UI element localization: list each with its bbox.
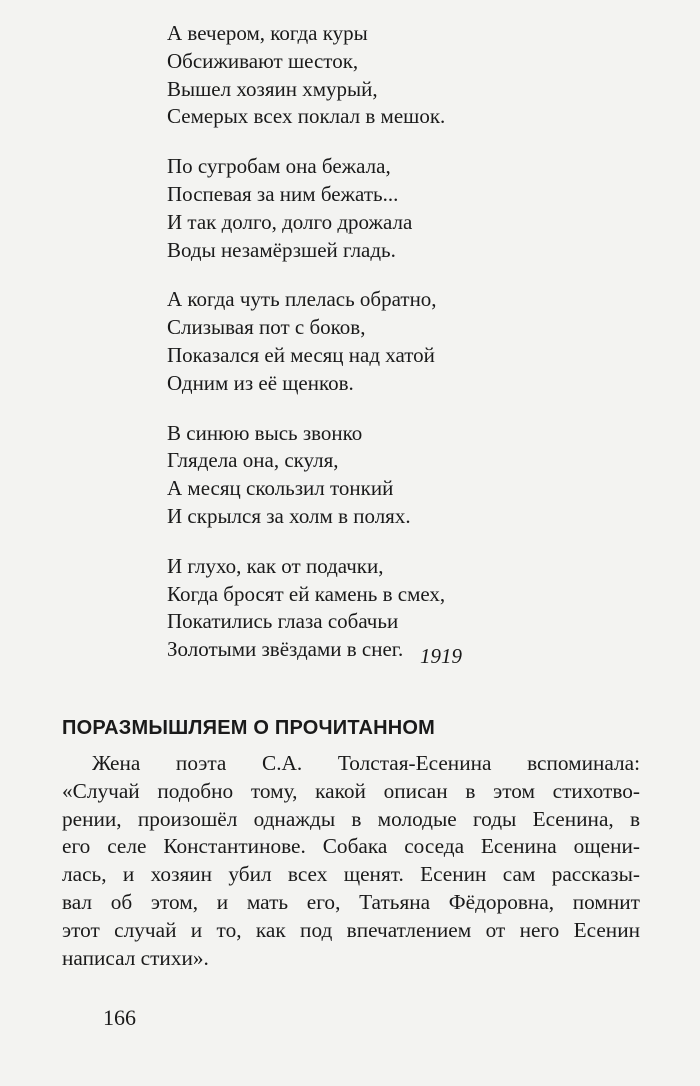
poem-line: Обсиживают шесток,: [167, 48, 359, 73]
poem-line: А когда чуть плелась обратно,: [167, 287, 437, 312]
paragraph-line: этот случай и то, как под впечатлением от него Есенин: [62, 917, 640, 942]
paragraph-line: написал стихи».: [62, 945, 209, 970]
stanza-3: [167, 286, 567, 397]
paragraph-line: вал об этом, и мать его, Татьяна Фёдоровна, помнит: [62, 889, 640, 914]
stanza-5: [167, 553, 567, 664]
poem-line: Семерых всех поклал в мешок.: [167, 104, 446, 129]
poem-line: А вечером, когда куры: [167, 21, 368, 45]
poem-line: Поспевая за ним бежать...: [167, 181, 399, 206]
paragraph-line: «Случай подобно тому, какой описан в этом стихотво-: [62, 778, 640, 803]
page-number: 166: [103, 1005, 136, 1030]
poem-line: Золотыми звёздами в снег.: [167, 637, 404, 662]
paragraph-line: рении, произошёл однажды в молодые годы Есенина, в: [62, 806, 640, 831]
poem-line: А месяц скользил тонкий: [167, 476, 394, 501]
paragraph-line: лась, и хозяин убил всех щенят. Есенин сам рассказы-: [62, 862, 640, 887]
memoir-paragraph: [62, 750, 640, 972]
paragraph-line: его селе Константинове. Собака соседа Есенина ощени-: [62, 834, 640, 859]
stanza-2: [167, 153, 567, 264]
poem: [167, 20, 567, 686]
poem-line: И скрылся за холм в полях.: [167, 503, 411, 528]
poem-line: По сугробам она бежала,: [167, 154, 391, 179]
stanza-4: [167, 420, 567, 531]
poem-line: И глухо, как от подачки,: [167, 553, 384, 578]
poem-line: В синюю высь звонко: [167, 420, 363, 445]
section-heading: ПОРАЗМЫШЛЯЕМ О ПРОЧИТАННОМ: [62, 717, 436, 739]
poem-year: 1919: [420, 644, 462, 668]
poem-line: Слизывая пот с боков,: [167, 315, 366, 340]
stanza-1: [167, 20, 567, 131]
poem-line: Глядела она, скуля,: [167, 448, 339, 473]
poem-line: Покатились глаза собачьи: [167, 609, 399, 634]
poem-line: Вышел хозяин хмурый,: [167, 76, 378, 101]
paragraph-line: Жена поэта С.А. Толстая-Есенина вспоминала:: [92, 751, 640, 775]
poem-line: Показался ей месяц над хатой: [167, 342, 435, 367]
poem-line: Воды незамёрзшей гладь.: [167, 237, 396, 262]
poem-line: И так долго, долго дрожала: [167, 209, 413, 234]
poem-line: Когда бросят ей камень в смех,: [167, 581, 446, 606]
poem-line: Одним из её щенков.: [167, 370, 354, 395]
